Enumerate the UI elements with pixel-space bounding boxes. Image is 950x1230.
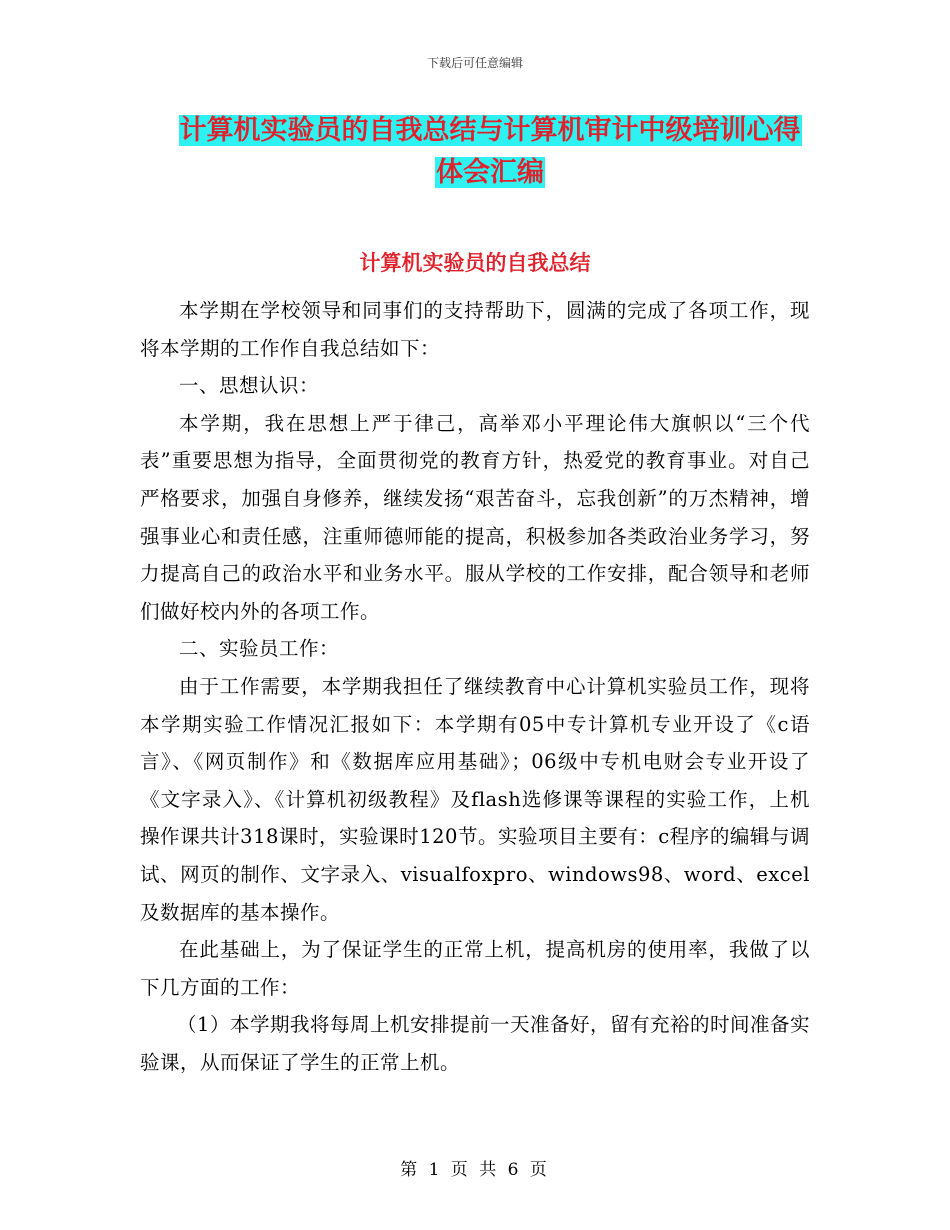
body-text [140, 292, 810, 1081]
header-note: 下载后可任意编辑 [426, 56, 523, 70]
document-title-line1: 计算机实验员的自我总结与计算机审计中级培训心得 [179, 115, 801, 146]
document-title-line2: 体会汇编 [436, 157, 544, 188]
page-footer: 第 1 页 共 6 页 [400, 1160, 550, 1180]
paragraph-item-1: （1）本学期我将每周上机安排提前一天准备好，留有充裕的时间准备实验课，从而保证了学生的正常上机。 [140, 1013, 810, 1074]
paragraph-intro: 本学期在学校领导和同事们的支持帮助下，圆满的完成了各项工作，现将本学期的工作作自我总结如下： [140, 299, 810, 360]
heading-thought: 一、思想认识： [179, 374, 320, 398]
paragraph-thought: 本学期，我在思想上严于律己，高举邓小平理论伟大旗帜以“三个代表”重要思想为指导，全面贯彻党的教育方针，热爱党的教育事业。对自己严格要求，加强自身修养，继续发扬“艰苦奋斗，忘我创新”的万杰精神，增强事业心和责任感，注重师德师能的提高，积极参加各类政治业务学习，努力提高自己的政治水平和业务水平。服从学校的工作安排，配合领导和老师们做好校内外的各项工作。 [140, 411, 810, 623]
paragraph-basis: 在此基础上，为了保证学生的正常上机，提高机房的使用率，我做了以下几方面的工作： [140, 938, 810, 999]
heading-lab-work: 二、实验员工作： [179, 637, 340, 661]
paragraph-lab-work: 由于工作需要，本学期我担任了继续教育中心计算机实验员工作，现将本学期实验工作情况汇报如下：本学期有05中专计算机专业开设了《c语言》、《网页制作》和《数据库应用基础》；06级中专机电财会专业开设了《文字录入》、《计算机初级教程》及flash选修课等课程的实验工作，上机操作课共计318课时，实验课时120节。实验项目主要有：c程序的编辑与调试、网页的制作、文字录入、visualfoxpro、windows98、word、excel及数据库的基本操作。 [140, 674, 810, 924]
document-title [140, 110, 840, 194]
section-title: 计算机实验员的自我总结 [359, 251, 591, 275]
